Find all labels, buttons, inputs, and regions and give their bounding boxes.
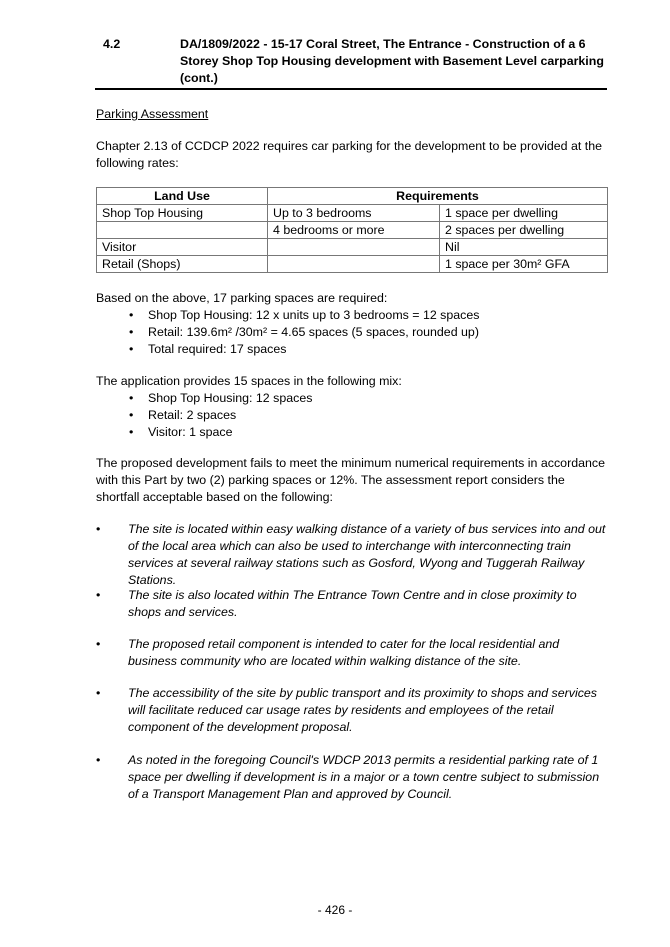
justification-text: The proposed retail component is intended to cater for the local residential and business community who are located within walking distance of the site. [128,637,560,668]
bullet-glyph: • [96,588,101,602]
table-cell: Nil [440,239,608,256]
justification-text: As noted in the foregoing Council's WDCP 2013 permits a residential parking rate of 1 space per dwelling if development is in a major or a town centre subject to submission of a Transport Management Plan and approved by Council. [128,753,600,801]
list-item: • Visitor: 1 space [96,424,312,441]
page-number: - 426 - [317,903,353,917]
justification-text: The site is also located within The Entrance Town Centre and in close proximity to shops and services. [128,588,577,619]
list-item: • Shop Top Housing: 12 x units up to 3 bedrooms = 12 spaces [96,307,479,324]
table-header-land-use: Land Use [97,188,268,205]
table-cell [268,239,440,256]
justification-item [96,636,611,670]
table-row [97,256,608,273]
required-list [96,307,479,358]
bullet-glyph: • [96,686,101,700]
bullet-glyph: • [96,753,101,767]
required-lead: Based on the above, 17 parking spaces are required: [96,291,388,305]
justification-item [96,685,611,736]
list-item: • Retail: 2 spaces [96,407,312,424]
item-title: DA/1809/2022 - 15-17 Coral Street, The Entrance - Construction of a 6 Storey Shop Top Housing development with Basement Level carparking (cont.) [180,37,604,85]
table-cell [268,256,440,273]
list-item: • Retail: 139.6m² /30m² = 4.65 spaces (5 spaces, rounded up) [96,324,479,341]
provided-list [96,390,312,441]
bullet-glyph: • [96,637,101,651]
provided-lead: The application provides 15 spaces in the following mix: [96,374,402,388]
table-cell: 1 space per dwelling [440,205,608,222]
table-row [97,222,608,239]
table-header-requirements: Requirements [268,188,608,205]
justification-item [96,587,611,621]
list-item: • Shop Top Housing: 12 spaces [96,390,312,407]
justification-item [96,752,611,803]
section-title: Parking Assessment [96,107,209,121]
table-cell: Visitor [97,239,268,256]
parking-rates-table [96,187,608,273]
table-cell: Retail (Shops) [97,256,268,273]
table-cell: 4 bedrooms or more [268,222,440,239]
table-cell: 2 spaces per dwelling [440,222,608,239]
table-row [97,205,608,222]
justification-item [96,521,611,589]
table-cell: Up to 3 bedrooms [268,205,440,222]
shortfall-paragraph: The proposed development fails to meet the minimum numerical requirements in accordance with this Part by two (2) parking spaces or 12%. The assessment report considers the shortfall acceptable based on the following: [96,456,605,504]
item-number: 4.2 [103,37,121,51]
list-item: • Total required: 17 spaces [96,341,479,358]
header-divider [95,88,607,90]
table-row [97,239,608,256]
bullet-glyph: • [96,522,101,536]
justification-text: The site is located within easy walking distance of a variety of bus services into and out of the local area which can also be used to interchange with interconnecting train services at several railway stations such as Gosford, Wyong and Tuggerah Railway Stations. [128,522,606,587]
intro-paragraph: Chapter 2.13 of CCDCP 2022 requires car parking for the development to be provided at the following rates: [96,139,603,170]
table-header-row [97,188,608,205]
table-cell: 1 space per 30m² GFA [440,256,608,273]
justification-text: The accessibility of the site by public transport and its proximity to shops and services will facilitate reduced car usage rates by residents and employees of the retail component of the development proposal. [128,686,597,734]
table-cell: Shop Top Housing [97,205,268,222]
table-cell [97,222,268,239]
